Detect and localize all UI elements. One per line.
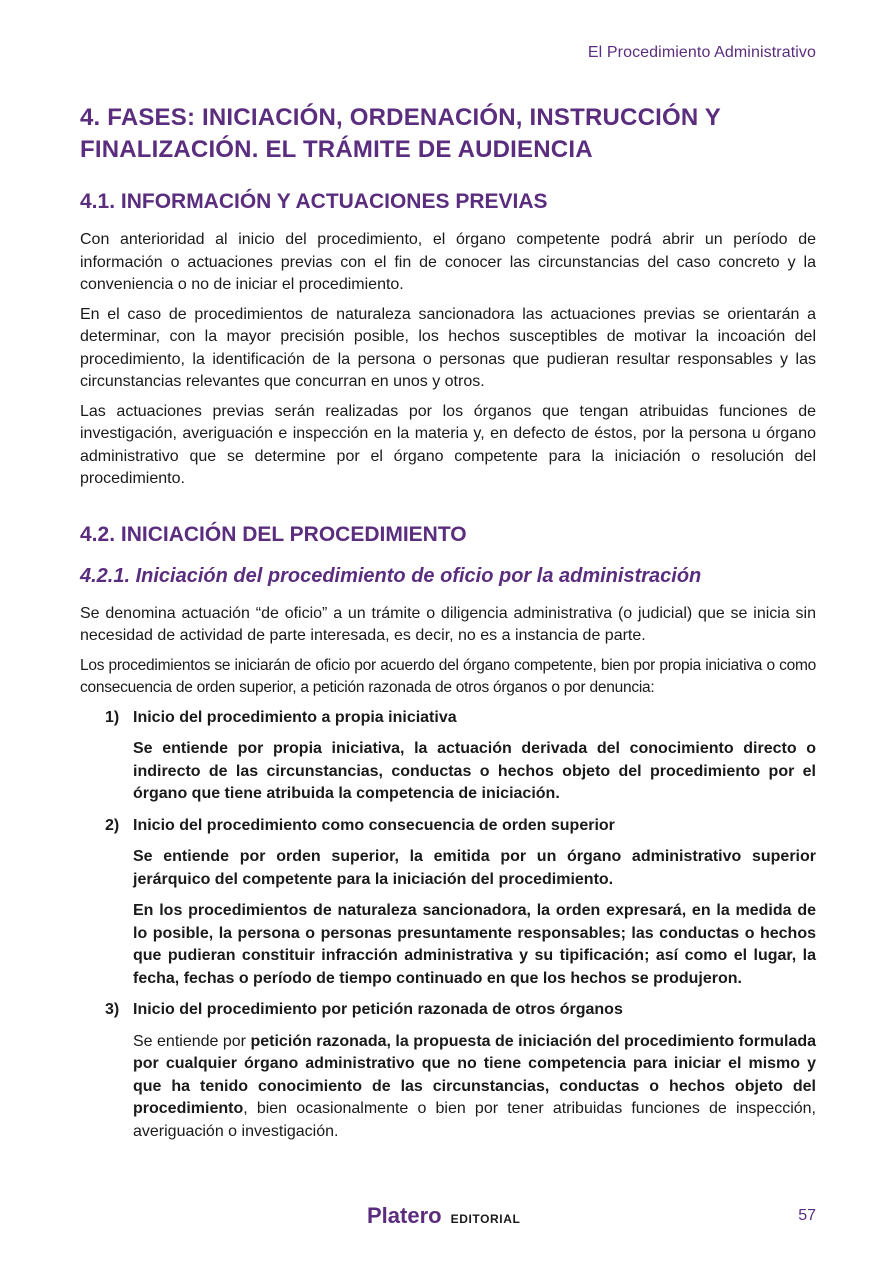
list-item-body: Se entiende por propia iniciativa, la actuación derivada del conocimiento directo o indirecto de las circunstancias, conductas o hechos objeto del procedimiento por el órgano que tiene atribuida la competencia de iniciación. [133, 740, 816, 802]
paragraph: En el caso de procedimientos de naturaleza sancionadora las actuaciones previas se orientarán a determinar, con la mayor precisión posible, los hechos susceptibles de motivar la incoación del procedimiento, la identificación de la persona o personas que pudieran resultar responsables y las circunstancias relevantes que concurran en unos y otros. [80, 305, 816, 390]
list-item-title: Inicio del procedimiento por petición razonada de otros órganos [133, 1001, 623, 1018]
list-item [80, 999, 816, 1143]
body-text: , bien ocasionalmente o bien por tener atribuidas funciones de inspección, averiguación o investigación. [133, 1100, 816, 1140]
list-item [80, 707, 816, 806]
list-item-number: 3) [105, 1001, 120, 1018]
numbered-list [80, 707, 816, 1144]
running-header: El Procedimiento Administrativo [587, 44, 816, 61]
list-item [80, 815, 816, 991]
subsection-title-4-1: 4.1. INFORMACIÓN Y ACTUACIONES PREVIAS [80, 190, 548, 213]
list-item-number: 1) [105, 708, 120, 726]
list-item-body [133, 1031, 816, 1144]
list-item-body: Se entiende por orden superior, la emitida por un órgano administrativo superior jerárquico del competente para la iniciación del procedimiento. [133, 848, 816, 888]
list-item-body: En los procedimientos de naturaleza sancionadora, la orden expresará, en la medida de lo posible, la persona o personas presuntamente responsables; las conductas o hechos que pudieran constituir infracción administrativa y su tipificación; así como el lugar, la fecha, fechas o período de tiempo continuado en que los hechos se produjeron. [133, 902, 816, 987]
list-item-title: Inicio del procedimiento como consecuencia de orden superior [133, 816, 615, 834]
publisher-logo [367, 1203, 520, 1229]
paragraph: Los procedimientos se iniciarán de oficio por acuerdo del órgano competente, bien por propia iniciativa o como consecuencia de orden superior, a petición razonada de otros órganos o por denuncia: [80, 656, 816, 696]
body-text-bold: petición razonada, la propuesta de iniciación del procedimiento formulada por cualquier órgano administrativo que no tiene competencia para iniciar el mismo y que ha tenido conocimiento de las circunstancias, conductas o hechos objeto del procedimiento [133, 1032, 817, 1117]
page-number: 57 [798, 1207, 816, 1224]
page-content [80, 102, 816, 1152]
list-item-title: Inicio del procedimiento a propia iniciativa [133, 708, 457, 726]
subsubsection-title-4-2-1: 4.2.1. Iniciación del procedimiento de oficio por la administración [80, 564, 702, 587]
paragraph: Con anterioridad al inicio del procedimiento, el órgano competente podrá abrir un período de información o actuaciones previas con el fin de conocer las circunstancias del caso concreto y la conveniencia o no de iniciar el procedimiento. [80, 231, 816, 293]
body-text: Se entiende por [133, 1032, 251, 1050]
list-item-number: 2) [105, 816, 120, 834]
section-title: 4. FASES: INICIACIÓN, ORDENACIÓN, INSTRUCCIÓN Y FINALIZACIÓN. EL TRÁMITE DE AUDIENCIA [80, 104, 721, 163]
brand-subtitle: EDITORIAL [450, 1212, 521, 1226]
subsection-title-4-2: 4.2. INICIACIÓN DEL PROCEDIMIENTO [80, 522, 467, 546]
paragraph: Las actuaciones previas serán realizadas por los órganos que tengan atribuidas funciones de investigación, averiguación e inspección en la materia y, en defecto de éstos, por la persona u órgano administrativo que se determine por el órgano competente para la iniciación o resolución del procedimiento. [80, 402, 816, 487]
brand-name: Platero [367, 1203, 442, 1228]
paragraph: Se denomina actuación “de oficio” a un trámite o diligencia administrativa (o judicial) que se inicia sin necesidad de actividad de parte interesada, es decir, no es a instancia de parte. [80, 604, 816, 644]
